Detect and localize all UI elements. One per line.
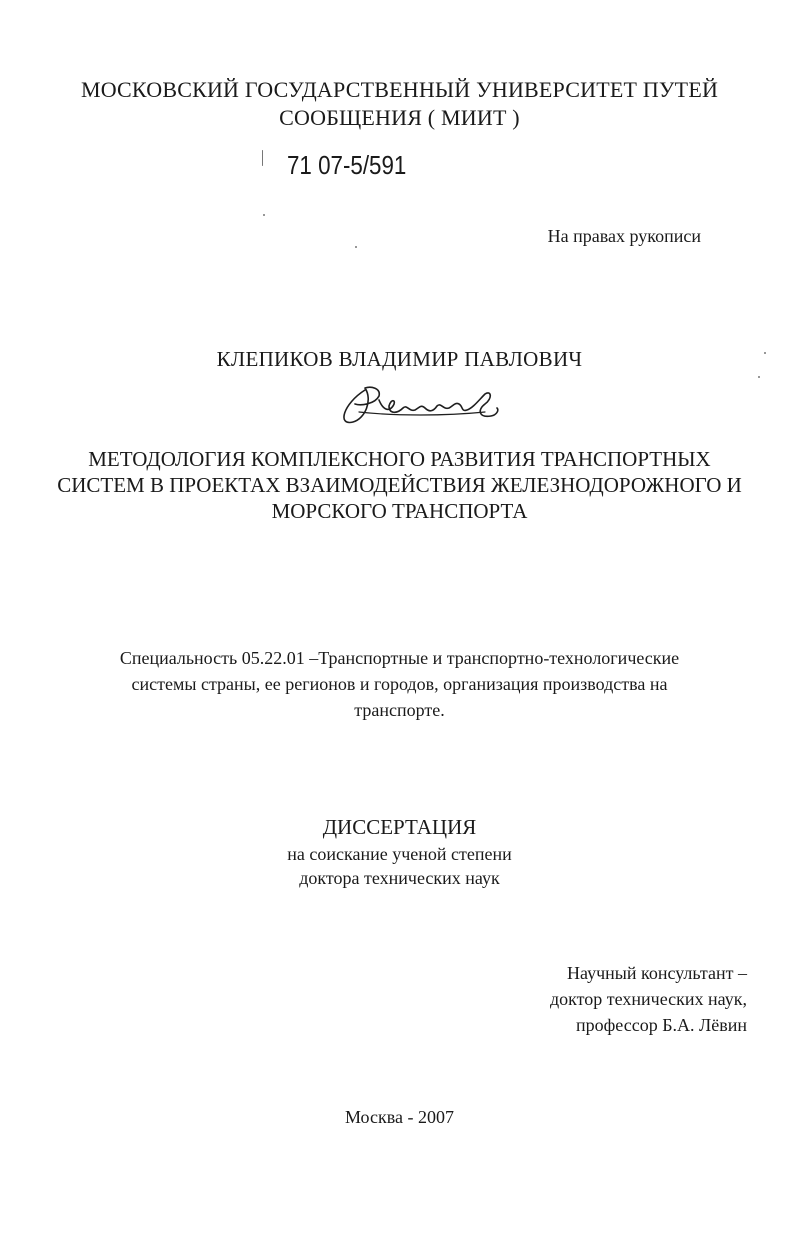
degree-line-2: доктора технических наук (299, 868, 500, 888)
title-line-1: МЕТОДОЛОГИЯ КОМПЛЕКСНОГО РАЗВИТИЯ ТРАНСПОРТНЫХ (88, 447, 711, 471)
scan-speck (262, 150, 263, 166)
scan-speck (355, 246, 357, 248)
author-name: КЛЕПИКОВ ВЛАДИМИР ПАВЛОВИЧ (216, 347, 583, 371)
university-name (0, 76, 799, 132)
author-signature (335, 382, 505, 434)
university-line-1: МОСКОВСКИЙ ГОСУДАРСТВЕННЫЙ УНИВЕРСИТЕТ ПУТЕЙ (80, 77, 719, 102)
scientific-advisor (550, 960, 747, 1038)
city-year: Москва - 2007 (345, 1107, 454, 1127)
degree-description (0, 842, 799, 890)
rights-note: На правах рукописи (547, 226, 701, 246)
scan-speck (758, 376, 760, 378)
scan-speck (263, 214, 265, 216)
dissertation-title (0, 446, 799, 524)
dissertation-heading: ДИССЕРТАЦИЯ (322, 815, 477, 839)
specialty-line-1: Специальность 05.22.01 –Транспортные и транспортно-технологические (119, 648, 680, 668)
specialty-line-3: транспорте. (354, 700, 445, 720)
specialty-line-2: системы страны, ее регионов и городов, организация производства на (131, 674, 668, 694)
degree-line-1: на соискание ученой степени (287, 844, 512, 864)
title-line-2: СИСТЕМ В ПРОЕКТАХ ВЗАИМОДЕЙСТВИЯ ЖЕЛЕЗНОДОРОЖНОГО И (57, 473, 742, 497)
advisor-line-2: доктор технических наук, (550, 989, 747, 1009)
registration-number: 71 07-5/591 (287, 150, 407, 180)
title-line-3: МОРСКОГО ТРАНСПОРТА (271, 499, 528, 523)
advisor-line-3: профессор Б.А. Лёвин (575, 1015, 747, 1035)
advisor-line-1: Научный консультант – (567, 963, 747, 983)
university-line-2: СООБЩЕНИЯ ( МИИТ ) (279, 105, 520, 130)
specialty-description (60, 645, 739, 723)
